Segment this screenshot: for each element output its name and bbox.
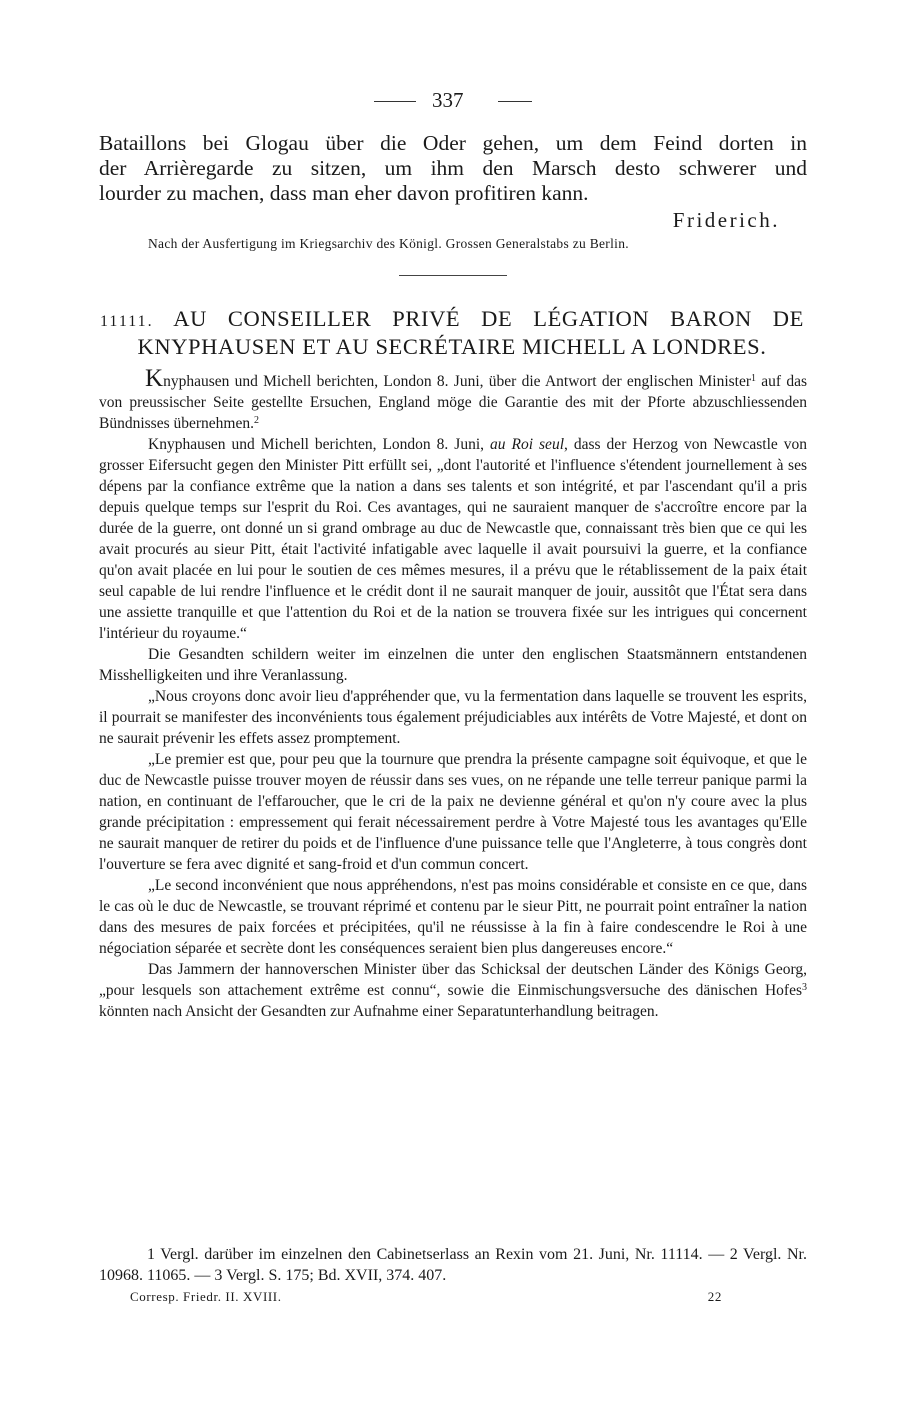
paragraph-5: „Le premier est que, pour peu que la tournure que prendra la présente campagne soit équivoque, et que le duc de Newcastle puisse trouver moyen de réussir dans ses vues, on ne répande une telle terreur panique parmi la nation, en continuant de l'effaroucher, que le cri de la paix ne devienne général et qu'on n'y coure avec la plus grande précipitation : empressement qui ferait nécessairement perdre à Votre Majesté tous les avantages qu'Elle ne saurait manquer de retirer du poids et de l'influence d'une puissance telle que l'Angleterre, à tous congrès dont l'ouverture se fera avec dignité et sang-froid et d'un commun concert. — [99, 751, 807, 873]
footer-signature-mark: 22 — [707, 1289, 722, 1304]
signature: Friderich. — [672, 208, 780, 232]
paragraph-1 — [99, 365, 808, 434]
paragraph-7 — [99, 959, 807, 1022]
paragraph-2-text-a: Knyphausen und Michell berichten, London 8. Juni, — [148, 436, 491, 453]
page-number: 337 — [432, 88, 464, 112]
footer-series-title: Corresp. Friedr. II. XVIII. — [130, 1289, 282, 1304]
paragraph-2 — [99, 434, 807, 644]
continuation-line-2: der Arrièregarde zu sitzen, um ihm den Marsch desto schwerer und — [99, 156, 807, 180]
paragraph-3: Die Gesandten schildern weiter im einzelnen die unter den englischen Staatsmännern entstandenen Misshelligkeiten und ihre Veranlassung. — [99, 646, 807, 684]
paragraph-4: „Nous croyons donc avoir lieu d'appréhender que, vu la fermentation dans laquelle se trouvent les esprits, il pourrait se manifester des inconvénients tous également préjudiciables aux intérêts de Votre Majesté, et dont on ne saurait prévenir les effets assez promptement. — [99, 688, 807, 747]
paragraph-6: „Le second inconvénient que nous appréhendons, n'est pas moins considérable et consiste en ce que, dans le cas où le duc de Newcastle, se trouvant réprimé et contenu par le sieur Pitt, ne pourrait point entraîner la nation dans des mesures de paix forcées et précipitées, qu'il ne réussisse à la fin à faire condescendre le Roi à une négociation séparée et secrète dont les conséquences seraient bien plus dangereuses encore.“ — [99, 877, 807, 957]
footnote-ref-2: 2 — [253, 415, 259, 426]
initial-letter: K — [145, 365, 164, 392]
letter-heading — [100, 306, 804, 359]
footnote-ref-1: 1 — [751, 373, 757, 384]
source-note: Nach der Ausfertigung im Kriegsarchiv des Königl. Grossen Generalstabs zu Berlin. — [148, 236, 629, 251]
section-divider — [399, 275, 507, 276]
paragraph-7-text-b: könnten nach Ansicht der Gesandten zur Aufnahme einer Separatunterhandlung beitragen. — [99, 1003, 659, 1020]
letter-body — [99, 365, 808, 1022]
footnote-ref-3: 3 — [802, 982, 807, 993]
letter-number: 11111. — [100, 313, 154, 330]
paragraph-1-text-a: nyphausen und Michell berichten, London 8. Juni, über die Antwort der englischen Minister — [163, 373, 752, 390]
heading-line-1 — [100, 306, 804, 334]
page-header — [370, 88, 540, 114]
paragraph-2-italic: au Roi seul — [490, 436, 564, 453]
paragraph-7-text-a: Das Jammern der hannoverschen Minister über das Schicksal der deutschen Länder des Königs Georg, „pour lesquels son attachement extrême est connu“, sowie die Einmischungsversuche des dänischen Hofes — [99, 961, 807, 999]
paragraph-1-text-b: auf das von preussischer Seite gestellte Ersuchen, England möge die Garantie des mit der Pforte abzuschliessenden Bündnisses übernehmen. — [99, 373, 808, 432]
footnote-text: 1 Vergl. darüber im einzelnen den Cabinetserlass an Rexin vom 21. Juni, Nr. 11114. — 2 Vergl. Nr. 10968. 11065. — 3 Vergl. S. 175; Bd. XVII, 374. 407. — [99, 1246, 807, 1284]
heading-text-1: AU CONSEILLER PRIVÉ DE LÉGATION BARON DE — [173, 306, 804, 331]
heading-line-2: KNYPHAUSEN ET AU SECRÉTAIRE MICHELL A LONDRES. — [137, 334, 767, 359]
header-dash-left — [374, 101, 416, 102]
header-dash-right — [498, 101, 532, 102]
paragraph-2-text-b: , dass der Herzog von Newcastle von grosser Eifersucht gegen den Minister Pitt erfüllt sei, „dont l'autorité et l'influence s'étendent journellement à ses dépens par la confiance extrême que la nation a dans ses talents et son intégrité, et par l'ascendant qu'il a pris depuis quelque temps sur l'esprit du Roi. Ces avantages, qui ne sauraient manquer de s'accroître encore par la durée de la guerre, ont donné un si grand ombrage au duc de Newcastle que, connaissant très bien que ce qui les avait procurés au sieur Pitt, était l'activité infatigable avec laquelle il avait poursuivi la guerre, et la confiance qu'on avait placée en lui pour le soutien de ces mêmes mesures, il a prévu que le rétablissement de la paix était seul capable de lui rendre l'influence et le crédit dont il ne saurait manquer de jouir, aussitôt que l'État sera dans une assiette tranquille et que l'attention du Roi et de la nation se trouvera fixée sur les intrigues qui concernent l'intérieur du royaume.“ — [99, 436, 807, 642]
footnotes — [99, 1244, 807, 1286]
continuation-line-3: lourder zu machen, dass man eher davon profitiren kann. — [99, 181, 589, 205]
continuation-line-1: Bataillons bei Glogau über die Oder gehen, um dem Feind dorten in — [99, 131, 807, 155]
